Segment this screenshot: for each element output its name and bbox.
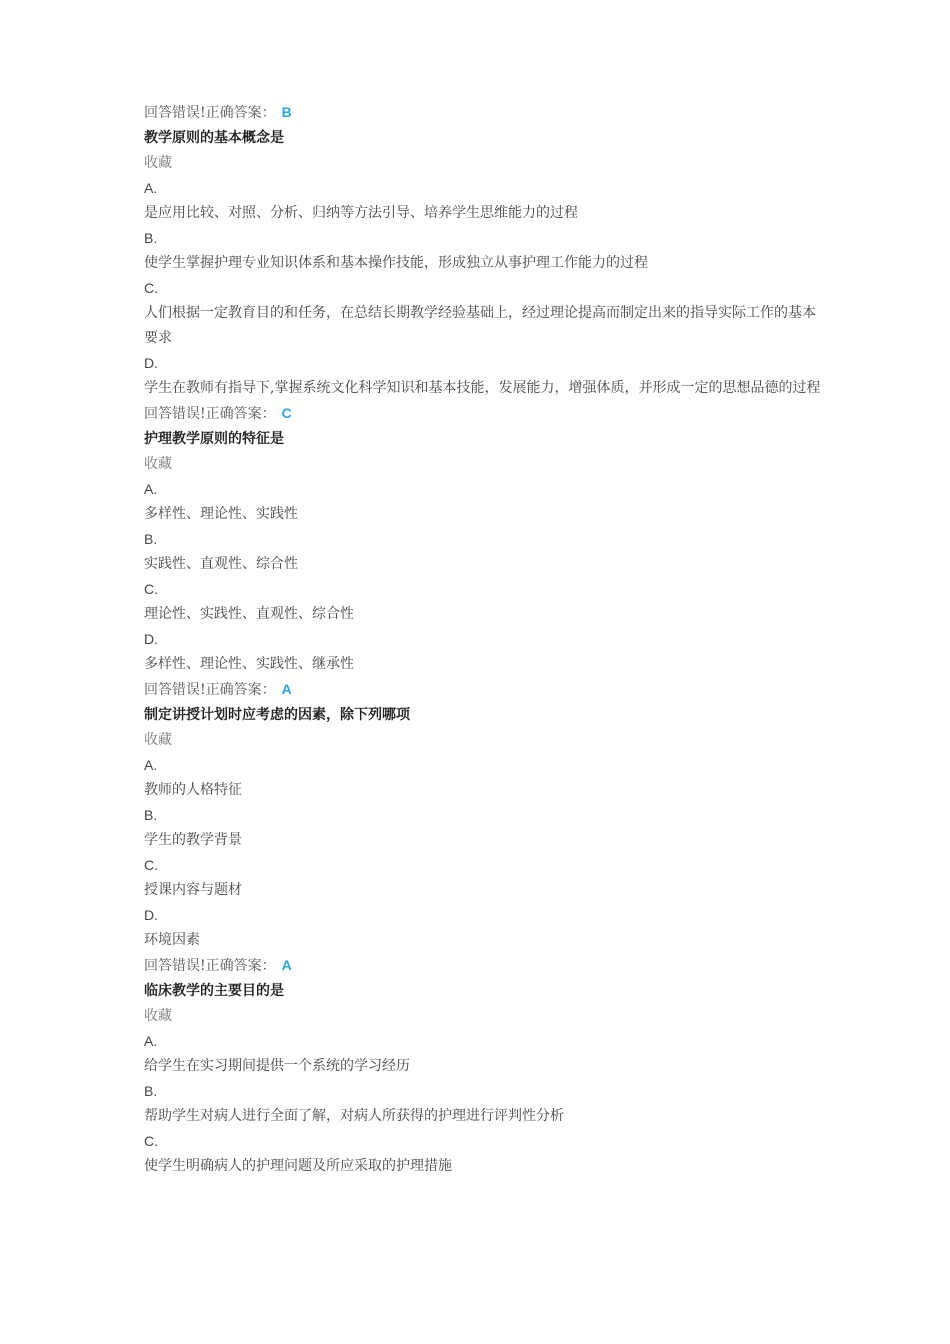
option-text-a[interactable]: 多样性、理论性、实践性 bbox=[144, 506, 298, 522]
option-text-c[interactable]: 授课内容与题材 bbox=[144, 882, 242, 898]
question-title: 临床教学的主要目的是 bbox=[144, 983, 284, 999]
favorite-button[interactable]: 收藏 bbox=[144, 155, 172, 171]
option-text-a[interactable]: 是应用比较、对照、分析、归纳等方法引导、培养学生思维能力的过程 bbox=[144, 205, 578, 221]
option-letter-b[interactable]: B. bbox=[144, 1083, 158, 1099]
question-title: 制定讲授计划时应考虑的因素，除下列哪项 bbox=[144, 707, 410, 723]
option-text-b[interactable]: 实践性、直观性、综合性 bbox=[144, 556, 298, 572]
answer-result bbox=[144, 677, 824, 703]
question-block bbox=[144, 703, 824, 979]
correct-answer-letter: A bbox=[281, 957, 292, 973]
option-letter-a[interactable]: A. bbox=[144, 180, 158, 196]
favorite-button[interactable]: 收藏 bbox=[144, 732, 172, 748]
favorite-button[interactable]: 收藏 bbox=[144, 456, 172, 472]
result-text: 回答错误!正确答案： bbox=[144, 958, 276, 974]
option-text-b[interactable]: 使学生掌握护理专业知识体系和基本操作技能，形成独立从事护理工作能力的过程 bbox=[144, 255, 648, 271]
question-block bbox=[144, 427, 824, 703]
option-letter-c[interactable]: C. bbox=[144, 280, 158, 296]
option-text-d[interactable]: 多样性、理论性、实践性、继承性 bbox=[144, 656, 354, 672]
result-text: 回答错误!正确答案： bbox=[144, 682, 276, 698]
option-letter-a[interactable]: A. bbox=[144, 1033, 158, 1049]
option-text-d[interactable]: 学生在教师有指导下,掌握系统文化科学知识和基本技能，发展能力，增强体质，并形成一定的思想品德的过程 bbox=[144, 380, 821, 396]
correct-answer-letter: C bbox=[281, 405, 292, 421]
option-letter-a[interactable]: A. bbox=[144, 481, 158, 497]
question-block bbox=[144, 126, 824, 427]
correct-answer-letter: B bbox=[281, 104, 292, 120]
option-text-c[interactable]: 理论性、实践性、直观性、综合性 bbox=[144, 606, 354, 622]
answer-result bbox=[144, 100, 824, 126]
option-letter-d[interactable]: D. bbox=[144, 631, 158, 647]
option-letter-c[interactable]: C. bbox=[144, 857, 158, 873]
favorite-button[interactable]: 收藏 bbox=[144, 1008, 172, 1024]
question-title: 护理教学原则的特征是 bbox=[144, 431, 284, 447]
option-text-a[interactable]: 给学生在实习期间提供一个系统的学习经历 bbox=[144, 1058, 410, 1074]
option-letter-d[interactable]: D. bbox=[144, 355, 158, 371]
result-text: 回答错误!正确答案： bbox=[144, 406, 276, 422]
option-text-b[interactable]: 学生的教学背景 bbox=[144, 832, 242, 848]
option-text-a[interactable]: 教师的人格特征 bbox=[144, 782, 242, 798]
option-letter-c[interactable]: C. bbox=[144, 581, 158, 597]
question-title: 教学原则的基本概念是 bbox=[144, 130, 284, 146]
answer-result bbox=[144, 401, 824, 427]
option-letter-c[interactable]: C. bbox=[144, 1133, 158, 1149]
option-letter-d[interactable]: D. bbox=[144, 907, 158, 923]
option-text-c[interactable]: 人们根据一定教育目的和任务，在总结长期教学经验基础上，经过理论提高而制定出来的指导实际工作的基本要求 bbox=[144, 305, 816, 346]
option-text-c[interactable]: 使学生明确病人的护理问题及所应采取的护理措施 bbox=[144, 1158, 452, 1174]
option-letter-a[interactable]: A. bbox=[144, 757, 158, 773]
question-block bbox=[144, 979, 824, 1179]
quiz-content bbox=[144, 100, 824, 1179]
option-letter-b[interactable]: B. bbox=[144, 807, 158, 823]
option-text-d[interactable]: 环境因素 bbox=[144, 932, 200, 948]
result-text: 回答错误!正确答案： bbox=[144, 105, 276, 121]
option-letter-b[interactable]: B. bbox=[144, 230, 158, 246]
option-letter-b[interactable]: B. bbox=[144, 531, 158, 547]
option-text-b[interactable]: 帮助学生对病人进行全面了解，对病人所获得的护理进行评判性分析 bbox=[144, 1108, 564, 1124]
answer-result bbox=[144, 953, 824, 979]
correct-answer-letter: A bbox=[281, 681, 292, 697]
